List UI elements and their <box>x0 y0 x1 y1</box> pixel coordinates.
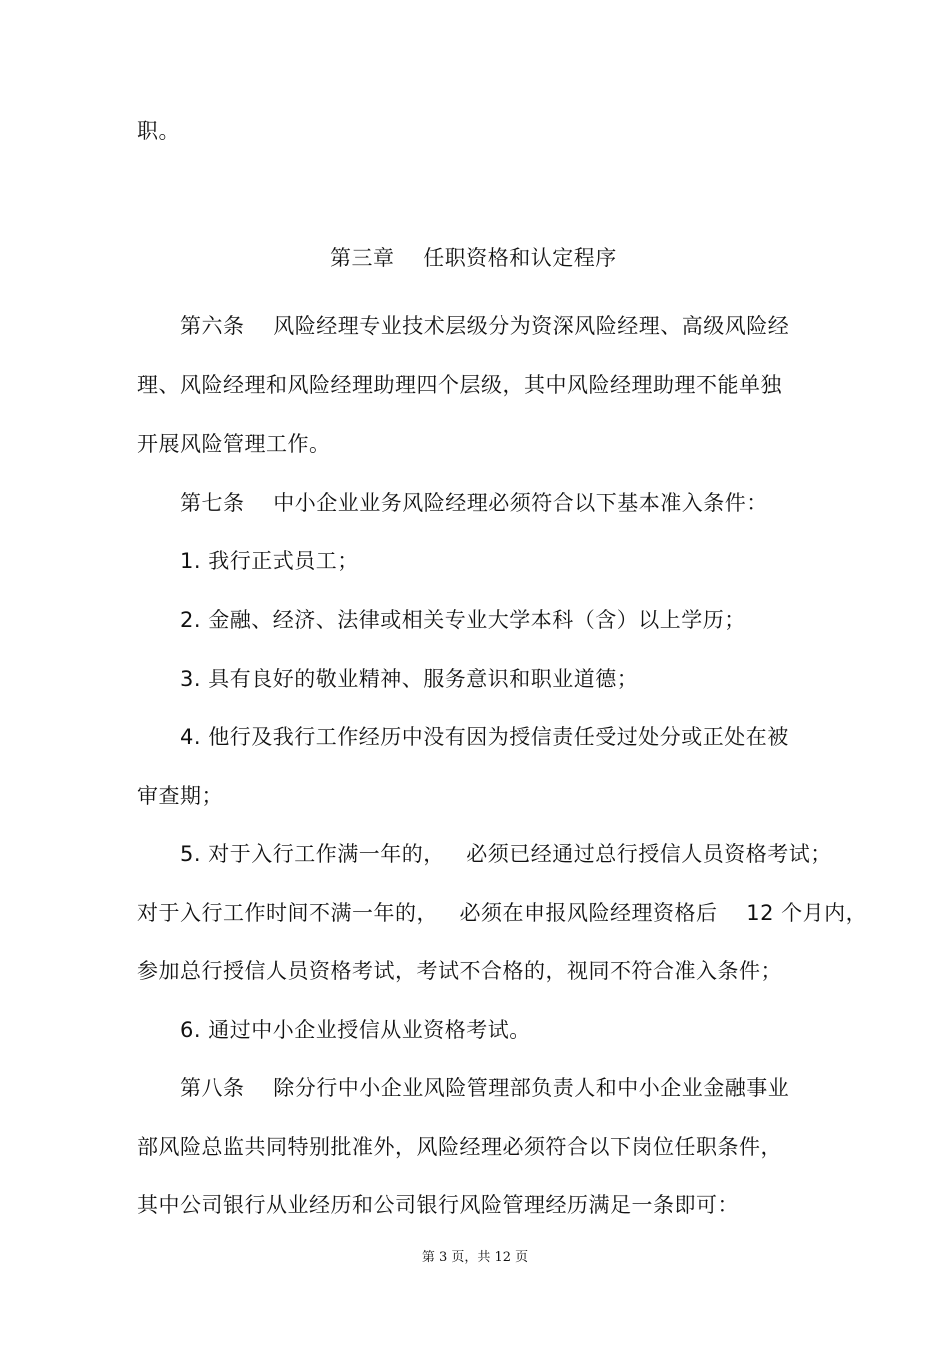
condition-4-line-2: 审查期； <box>137 784 223 808</box>
article-6-line-1: 第六条 风险经理专业技术层级分为资深风险经理、高级风险经 <box>180 314 790 338</box>
article-7-heading: 第七条 中小企业业务风险经理必须符合以下基本准入条件： <box>180 491 768 515</box>
text-line-continuation: 职。 <box>137 119 180 143</box>
article-8-line-3: 其中公司银行从业经历和公司银行风险管理经历满足一条即可： <box>137 1193 739 1217</box>
condition-1: 1. 我行正式员工； <box>180 549 359 573</box>
condition-4-line-1: 4. 他行及我行工作经历中没有因为授信责任受过处分或正处在被 <box>180 725 789 749</box>
condition-6: 6. 通过中小企业授信从业资格考试。 <box>180 1018 531 1042</box>
article-8-line-2: 部风险总监共同特别批准外，风险经理必须符合以下岗位任职条件， <box>137 1135 782 1159</box>
condition-5-line-2: 对于入行工作时间不满一年的， 必须在申报风险经理资格后 12 个月内， <box>137 901 868 925</box>
condition-5-line-3: 参加总行授信人员资格考试，考试不合格的，视同不符合准入条件； <box>137 959 782 983</box>
condition-5-line-1: 5. 对于入行工作满一年的， 必须已经通过总行授信人员资格考试； <box>180 842 832 866</box>
condition-3: 3. 具有良好的敬业精神、服务意识和职业道德； <box>180 667 639 691</box>
article-6-line-3: 开展风险管理工作。 <box>137 432 331 456</box>
condition-2: 2. 金融、经济、法律或相关专业大学本科（含）以上学历； <box>180 608 746 632</box>
article-8-line-1: 第八条 除分行中小企业风险管理部负责人和中小企业金融事业 <box>180 1076 790 1100</box>
page-number-footer: 第 3 页，共 12 页 <box>421 1250 529 1265</box>
article-6-line-2: 理、风险经理和风险经理助理四个层级，其中风险经理助理不能单独 <box>137 373 782 397</box>
chapter-heading: 第三章 任职资格和认定程序 <box>330 246 617 270</box>
